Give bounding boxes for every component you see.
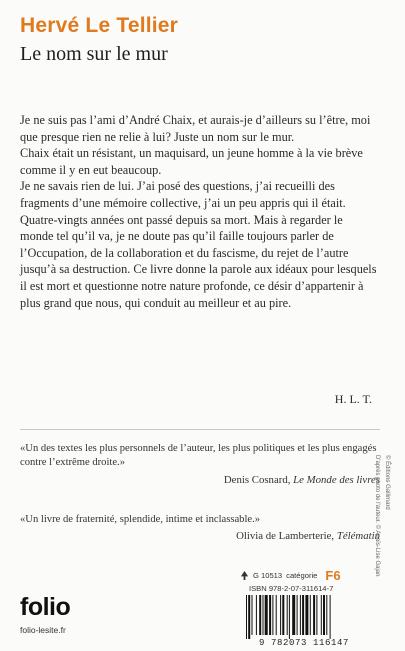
quote-source-publication: Le Monde des livres bbox=[293, 474, 380, 486]
blurb-paragraph: Je ne savais rien de lui. J’ai posé des questions, j’ai recueilli des fragments d’une mémoire collective, j’ai un peu appris qui il était. bbox=[20, 179, 346, 210]
barcode-bar bbox=[272, 595, 273, 635]
barcode-bar bbox=[252, 595, 253, 635]
category-label: catégorie bbox=[286, 571, 318, 580]
barcode-bar bbox=[330, 595, 331, 639]
blurb bbox=[20, 112, 378, 311]
barcode-bar bbox=[287, 595, 288, 635]
barcode-bar bbox=[321, 595, 322, 635]
press-quote: «Un livre de fraternité, splendide, intime et inclassable.» bbox=[20, 514, 261, 525]
photo-credit: D'après photo de l'auteur. © Anaïs-Lise Gajan bbox=[374, 455, 380, 577]
quote-source-name: Olivia de Lamberterie, bbox=[236, 530, 335, 542]
category-code: F6 bbox=[325, 568, 341, 583]
blurb-paragraph: Chaix était un résistant, un maquisard, un jeune homme à la vie brève comme il y en eut beaucoup. bbox=[20, 146, 363, 177]
blurb-paragraph: Je ne suis pas l’ami d’André Chaix, et aurais-je d’ailleurs su l’être, moi que presque rien ne relie à lui? Juste un nom sur le mur. bbox=[20, 113, 371, 144]
barcode-bar bbox=[259, 595, 261, 635]
barcode-bar bbox=[310, 595, 311, 635]
barcode-bar bbox=[323, 595, 325, 635]
folio-logo: folio bbox=[20, 593, 71, 621]
copyright-credit: © Éditions Gallimard bbox=[384, 455, 390, 510]
divider bbox=[20, 429, 380, 430]
barcode-bar bbox=[263, 595, 264, 635]
book-title: Le nom sur le mur bbox=[20, 43, 168, 65]
catalog-reference bbox=[240, 568, 341, 583]
barcode-bar bbox=[305, 595, 308, 635]
barcode-bar bbox=[300, 595, 301, 635]
quote-source bbox=[224, 474, 380, 486]
blurb-paragraph: Quatre-vingts années ont passé depuis sa mort. Mais à regarder le monde tel qu’il va, je ne doute pas qu’il faille toujours parler de l’Occupation, de la collaboration et du fascisme, du rejet de l’autre jusqu’à sa destruction. Ce livre donne la parole aux idéaux pour lesquels il est mort et questionne notre nature profonde, ce désir d’appartenir à plus grand que nous, qui conduit au meilleur et au pire. bbox=[20, 212, 377, 310]
barcode-bar bbox=[282, 595, 284, 635]
barcode-bar bbox=[316, 595, 317, 635]
barcode-bar bbox=[302, 595, 304, 635]
barcode-bar bbox=[292, 595, 295, 635]
barcode-bar bbox=[256, 595, 257, 635]
barcode-bar bbox=[265, 595, 268, 635]
press-quote: «Un des textes les plus personnels de l’auteur, les plus politiques et les plus engagés contre l’extrême droite.» bbox=[20, 443, 377, 468]
barcode-number: 9 782073 116147 bbox=[258, 638, 349, 648]
barcode-bar bbox=[269, 595, 271, 635]
isbn: ISBN 978-2-07-311614-7 bbox=[249, 584, 334, 593]
barcode-bar bbox=[297, 595, 298, 635]
barcode-bar bbox=[248, 595, 250, 639]
barcode-bar bbox=[313, 595, 315, 635]
tree-icon bbox=[240, 571, 249, 580]
publisher-website: folio-lesite.fr bbox=[20, 625, 66, 635]
author-name: Hervé Le Tellier bbox=[20, 14, 179, 37]
quote-source-publication: Télématin bbox=[336, 530, 380, 542]
barcode bbox=[244, 595, 364, 639]
barcode-bar bbox=[246, 595, 247, 639]
barcode-bar bbox=[289, 595, 290, 639]
author-initials: H. L. T. bbox=[334, 392, 372, 406]
barcode-bar bbox=[276, 595, 277, 635]
quote-source-name: Denis Cosnard, bbox=[223, 474, 291, 486]
quote-source bbox=[236, 530, 380, 542]
barcode-bar bbox=[280, 595, 281, 635]
reference-code: G 10513 bbox=[253, 571, 283, 580]
barcode-bar bbox=[326, 595, 327, 635]
